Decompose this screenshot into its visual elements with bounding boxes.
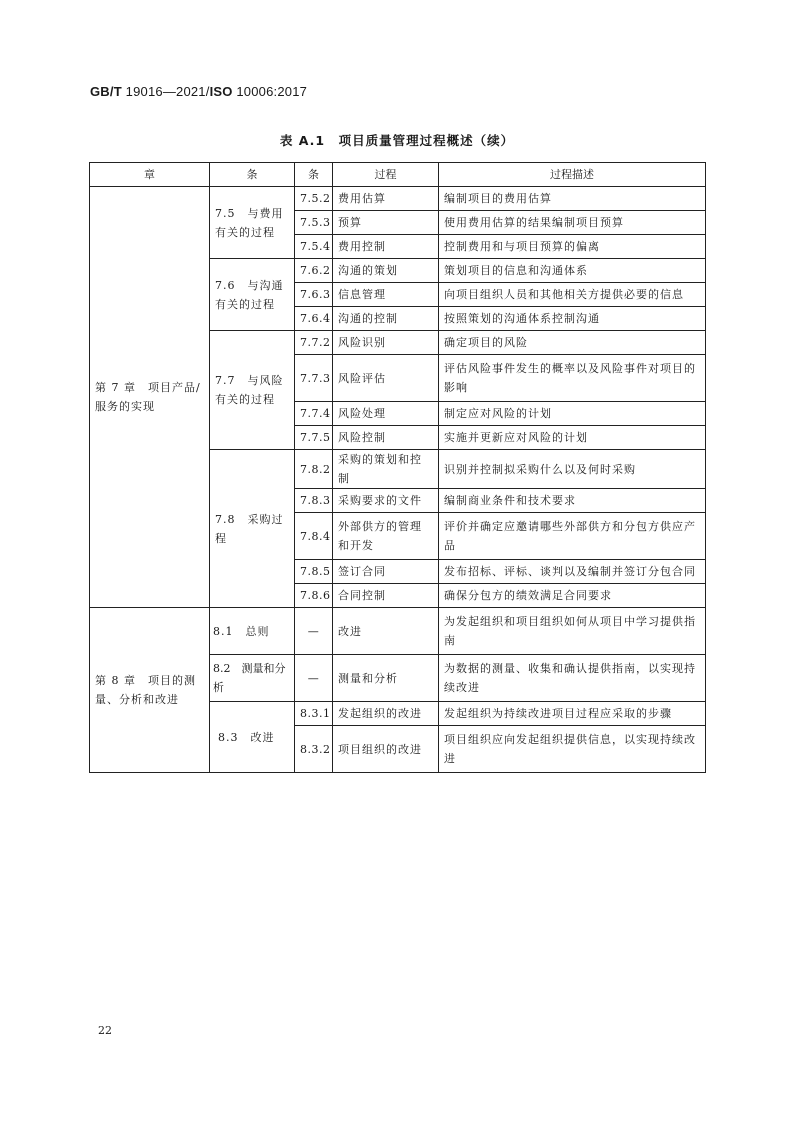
description-cell: 编制项目的费用估算 bbox=[439, 187, 706, 211]
standard-number: 19016—2021/ bbox=[125, 84, 210, 99]
subclause-cell: 7.8.4 bbox=[295, 513, 333, 560]
process-cell: 合同控制 bbox=[333, 584, 439, 608]
subclause-cell: 7.8.6 bbox=[295, 584, 333, 608]
description-cell: 为发起组织和项目组织如何从项目中学习提供指南 bbox=[439, 608, 706, 655]
standard-prefix: GB/T bbox=[90, 84, 122, 99]
clause-cell: 7.8 采购过程 bbox=[210, 450, 295, 608]
process-cell: 沟通的策划 bbox=[333, 259, 439, 283]
description-cell: 使用费用估算的结果编制项目预算 bbox=[439, 211, 706, 235]
description-cell: 识别并控制拟采购什么以及何时采购 bbox=[439, 450, 706, 489]
description-cell: 按照策划的沟通体系控制沟通 bbox=[439, 307, 706, 331]
subclause-cell: — bbox=[295, 655, 333, 702]
col-header-process: 过程 bbox=[333, 163, 439, 187]
col-header-chapter: 章 bbox=[90, 163, 210, 187]
clause-cell: 7.7 与风险有关的过程 bbox=[210, 331, 295, 450]
process-cell: 风险识别 bbox=[333, 331, 439, 355]
clause-cell: 8.1 总则 bbox=[210, 608, 295, 655]
subclause-cell: 7.6.4 bbox=[295, 307, 333, 331]
subclause-cell: 7.5.2 bbox=[295, 187, 333, 211]
col-header-subclause: 条 bbox=[295, 163, 333, 187]
standard-header bbox=[90, 84, 307, 99]
chapter-cell: 第 7 章 项目产品/服务的实现 bbox=[90, 187, 210, 608]
subclause-cell: 7.5.3 bbox=[295, 211, 333, 235]
process-cell: 发起组织的改进 bbox=[333, 702, 439, 726]
subclause-cell: 7.7.4 bbox=[295, 402, 333, 426]
description-cell: 发起组织为持续改进项目过程应采取的步骤 bbox=[439, 702, 706, 726]
process-cell: 费用控制 bbox=[333, 235, 439, 259]
process-cell: 沟通的控制 bbox=[333, 307, 439, 331]
process-cell: 测量和分析 bbox=[333, 655, 439, 702]
process-cell: 外部供方的管理和开发 bbox=[333, 513, 439, 560]
description-cell: 发布招标、评标、谈判以及编制并签订分包合同 bbox=[439, 560, 706, 584]
iso-prefix: ISO bbox=[209, 84, 233, 99]
process-cell: 采购要求的文件 bbox=[333, 489, 439, 513]
process-cell: 采购的策划和控制 bbox=[333, 450, 439, 489]
description-cell: 实施并更新应对风险的计划 bbox=[439, 426, 706, 450]
table-row bbox=[90, 608, 706, 655]
description-cell: 向项目组织人员和其他相关方提供必要的信息 bbox=[439, 283, 706, 307]
table-caption: 表 A.1 项目质量管理过程概述（续） bbox=[279, 133, 515, 148]
subclause-cell: 7.8.3 bbox=[295, 489, 333, 513]
subclause-cell: 7.8.2 bbox=[295, 450, 333, 489]
clause-cell: 7.5 与费用有关的过程 bbox=[210, 187, 295, 259]
process-cell: 风险评估 bbox=[333, 355, 439, 402]
description-cell: 确保分包方的绩效满足合同要求 bbox=[439, 584, 706, 608]
subclause-cell: 8.3.2 bbox=[295, 726, 333, 773]
subclause-cell: 7.5.4 bbox=[295, 235, 333, 259]
description-cell: 为数据的测量、收集和确认提供指南，以实现持续改进 bbox=[439, 655, 706, 702]
subclause-cell: 7.7.3 bbox=[295, 355, 333, 402]
subclause-cell: — bbox=[295, 608, 333, 655]
description-cell: 编制商业条件和技术要求 bbox=[439, 489, 706, 513]
description-cell: 确定项目的风险 bbox=[439, 331, 706, 355]
subclause-cell: 7.6.3 bbox=[295, 283, 333, 307]
description-cell: 策划项目的信息和沟通体系 bbox=[439, 259, 706, 283]
iso-number: 10006:2017 bbox=[236, 84, 308, 99]
page-number: 22 bbox=[98, 1024, 112, 1037]
subclause-cell: 7.7.2 bbox=[295, 331, 333, 355]
description-cell: 评估风险事件发生的概率以及风险事件对项目的影响 bbox=[439, 355, 706, 402]
process-cell: 风险处理 bbox=[333, 402, 439, 426]
process-cell: 预算 bbox=[333, 211, 439, 235]
subclause-cell: 7.6.2 bbox=[295, 259, 333, 283]
description-cell: 项目组织应向发起组织提供信息，以实现持续改进 bbox=[439, 726, 706, 773]
process-cell: 改进 bbox=[333, 608, 439, 655]
col-header-description: 过程描述 bbox=[439, 163, 706, 187]
process-cell: 风险控制 bbox=[333, 426, 439, 450]
col-header-clause: 条 bbox=[210, 163, 295, 187]
subclause-cell: 7.8.5 bbox=[295, 560, 333, 584]
process-cell: 信息管理 bbox=[333, 283, 439, 307]
subclause-cell: 8.3.1 bbox=[295, 702, 333, 726]
description-cell: 制定应对风险的计划 bbox=[439, 402, 706, 426]
chapter-cell: 第 8 章 项目的测量、分析和改进 bbox=[90, 608, 210, 773]
process-cell: 项目组织的改进 bbox=[333, 726, 439, 773]
clause-cell: 8.3 改进 bbox=[210, 702, 295, 773]
clause-cell: 8.2 测量和分析 bbox=[210, 655, 295, 702]
process-cell: 签订合同 bbox=[333, 560, 439, 584]
table-row bbox=[90, 187, 706, 211]
process-cell: 费用估算 bbox=[333, 187, 439, 211]
description-cell: 控制费用和与项目预算的偏离 bbox=[439, 235, 706, 259]
header-row bbox=[90, 163, 706, 187]
clause-cell: 7.6 与沟通有关的过程 bbox=[210, 259, 295, 331]
subclause-cell: 7.7.5 bbox=[295, 426, 333, 450]
description-cell: 评价并确定应邀请哪些外部供方和分包方供应产品 bbox=[439, 513, 706, 560]
process-overview-table bbox=[89, 162, 706, 773]
